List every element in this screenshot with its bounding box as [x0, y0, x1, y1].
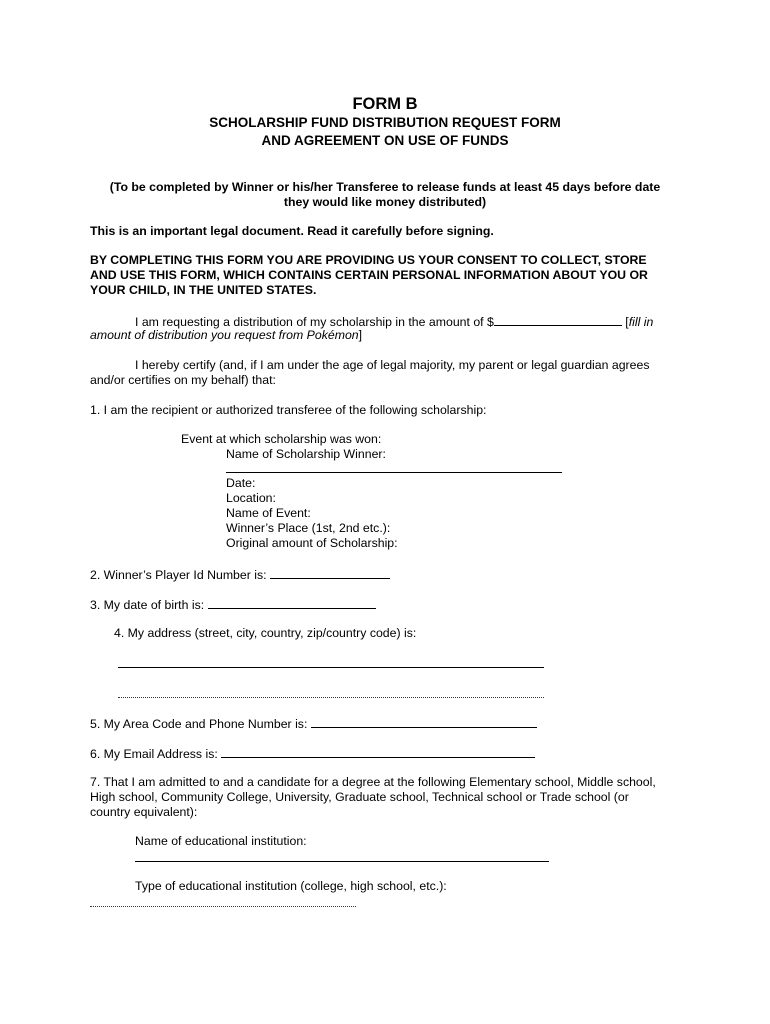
request-bracket-open: [ — [625, 315, 629, 329]
request-fill-in-detail: amount of distribution you request from Pokémon — [90, 328, 359, 342]
date-label: Date: — [226, 476, 256, 490]
player-id-label: 2. Winner’s Player Id Number is: — [90, 568, 267, 582]
event-label: Event at which scholarship was won: — [181, 432, 382, 446]
institution-type-field[interactable] — [90, 906, 356, 907]
institution-type-label: Type of educational institution (college, high school, etc.): — [135, 879, 447, 893]
original-amount-label: Original amount of Scholarship: — [226, 536, 398, 550]
instructions-line2: they would like money distributed) — [283, 195, 487, 209]
certify-line2: and/or certifies on my behalf) that: — [90, 373, 276, 387]
institution-name-label: Name of educational institution: — [135, 834, 307, 848]
request-prefix: I am requesting a distribution of my scholarship in the amount of $ — [135, 315, 494, 329]
request-line2 — [90, 328, 362, 343]
item6-label — [90, 745, 535, 762]
winner-name-field[interactable] — [226, 472, 562, 473]
email-field[interactable] — [221, 745, 535, 758]
item4-label: 4. My address (street, city, country, zip/country code) is: — [114, 626, 417, 640]
item2-label — [90, 566, 390, 583]
event-name-label: Name of Event: — [226, 506, 311, 520]
request-fill-in: fill in — [628, 315, 654, 329]
dob-label: 3. My date of birth is: — [90, 598, 205, 612]
certify-line1: I hereby certify (and, if I am under the age of legal majority, my parent or legal guardian agrees — [135, 358, 650, 372]
phone-label: 5. My Area Code and Phone Number is: — [90, 717, 308, 731]
form-title-line1: SCHOLARSHIP FUND DISTRIBUTION REQUEST FORM — [209, 115, 561, 130]
consent-notice-line3: YOUR CHILD, IN THE UNITED STATES. — [90, 283, 317, 297]
winner-name-label: Name of Scholarship Winner: — [226, 447, 386, 461]
request-bracket-close: ] — [358, 328, 363, 342]
item1-text: 1. I am the recipient or authorized transferee of the following scholarship: — [90, 403, 487, 417]
item7-line3: country equivalent): — [90, 805, 198, 819]
item3-label — [90, 596, 376, 613]
form-label: FORM B — [352, 95, 418, 113]
dob-field[interactable] — [208, 596, 376, 609]
legal-notice: This is an important legal document. Read it carefully before signing. — [90, 224, 494, 238]
item7-line1: 7. That I am admitted to and a candidate for a degree at the following Elementary school, Middle school, — [90, 775, 656, 789]
instructions-line1: (To be completed by Winner or his/her Transferee to release funds at least 45 days before date — [109, 180, 661, 194]
form-title-line2: AND AGREEMENT ON USE OF FUNDS — [261, 133, 509, 148]
consent-notice-line1: BY COMPLETING THIS FORM YOU ARE PROVIDING US YOUR CONSENT TO COLLECT, STORE — [90, 253, 647, 267]
item7-line2: High school, Community College, University, Graduate school, Technical school or Trade school (or — [90, 790, 629, 804]
amount-field[interactable] — [494, 313, 622, 326]
location-label: Location: — [226, 491, 276, 505]
address-field-line2[interactable] — [118, 697, 544, 698]
phone-field[interactable] — [311, 715, 537, 728]
institution-name-field[interactable] — [135, 861, 549, 862]
consent-notice-line2: AND USE THIS FORM, WHICH CONTAINS CERTAIN PERSONAL INFORMATION ABOUT YOU OR — [90, 268, 648, 282]
address-field-line1[interactable] — [118, 667, 544, 668]
player-id-field[interactable] — [270, 566, 390, 579]
email-label: 6. My Email Address is: — [90, 747, 218, 761]
item5-label — [90, 715, 537, 732]
winner-place-label: Winner’s Place (1st, 2nd etc.): — [226, 521, 391, 535]
